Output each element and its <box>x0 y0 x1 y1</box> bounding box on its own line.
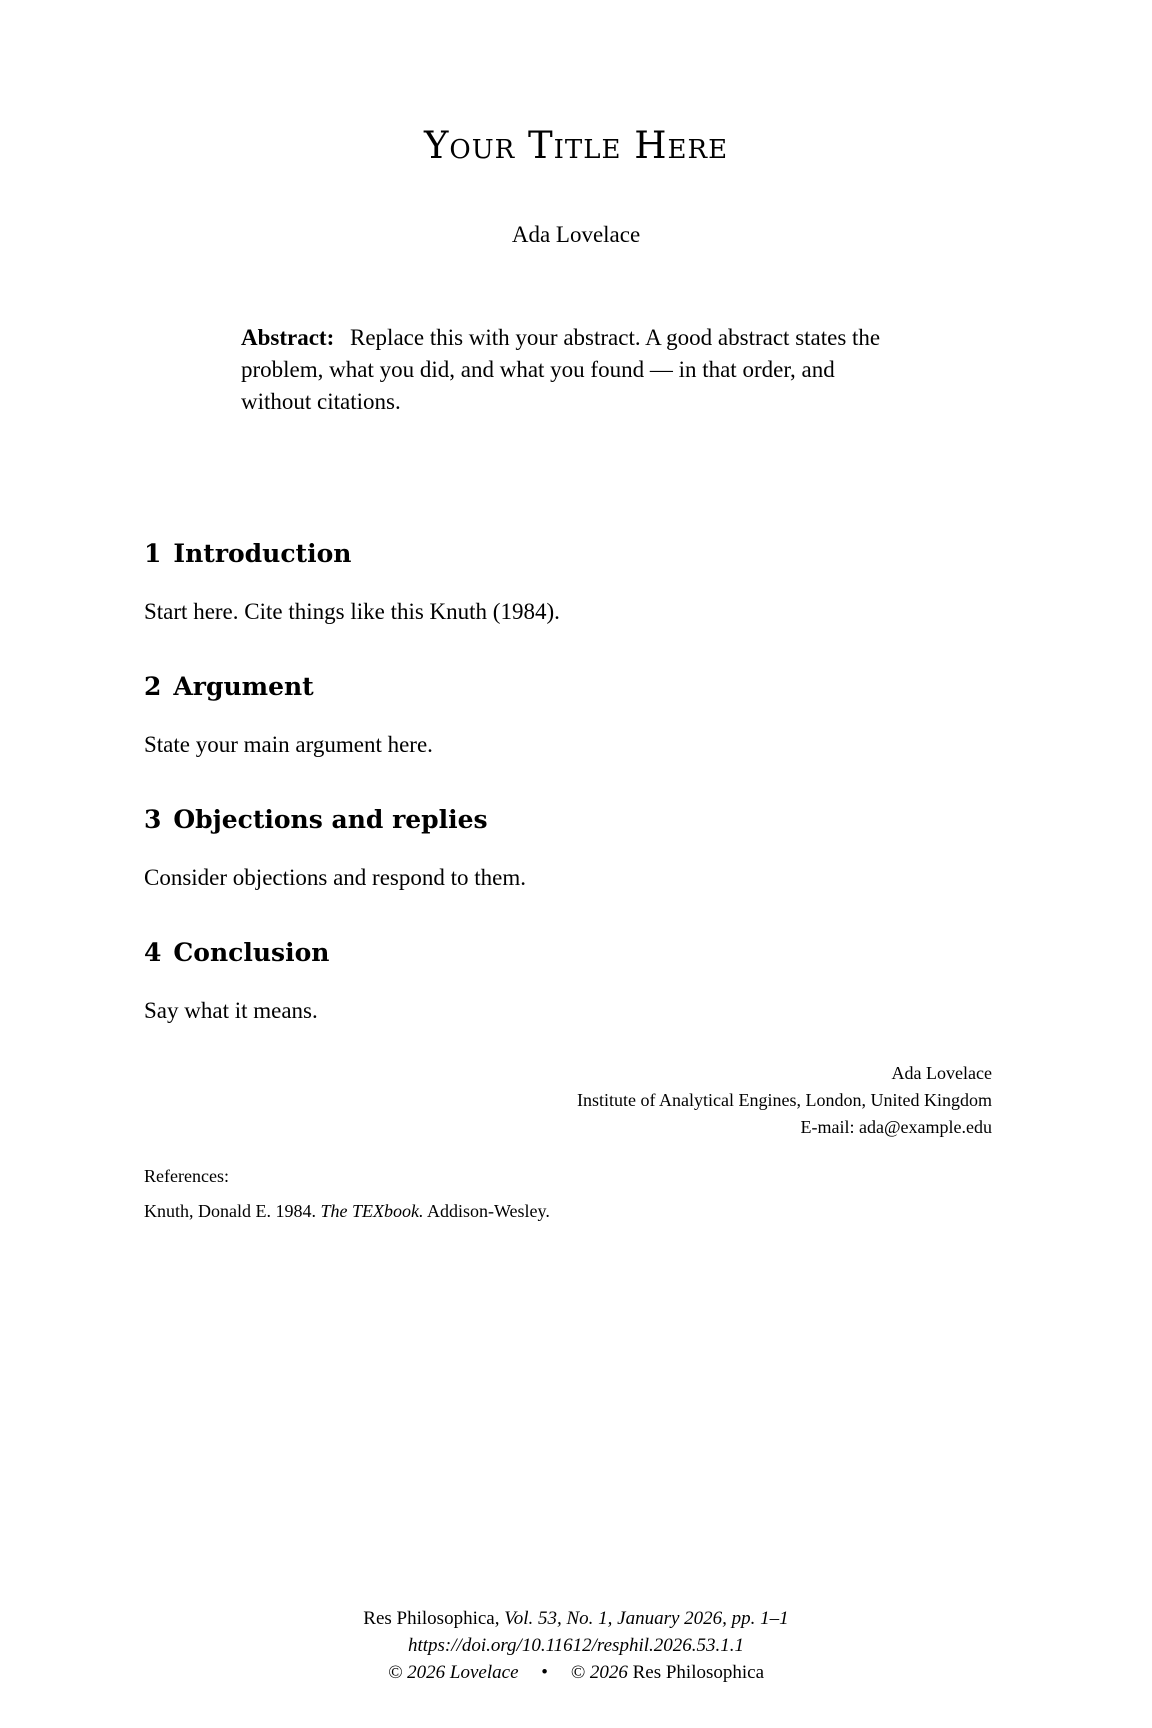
abstract <box>241 322 901 418</box>
footer-journal-name: Res Philosophica, <box>363 1608 500 1629</box>
section-number: 2 <box>144 672 162 701</box>
footer-copyright-journal: Res Philosophica <box>632 1662 765 1683</box>
paper-title: Your Title Here <box>423 124 729 167</box>
abstract-label: Abstract: <box>241 325 335 350</box>
footer-doi[interactable]: https://doi.org/10.11612/resphil.2026.53.1.1 <box>407 1635 745 1656</box>
reference-authors: Knuth, Donald E. 1984. <box>144 1201 316 1221</box>
section-heading-argument <box>144 672 314 701</box>
author-name: Ada Lovelace <box>511 222 641 247</box>
reference-publisher: Addison-Wesley. <box>427 1201 550 1221</box>
section-title: Argument <box>173 672 314 701</box>
bullet-separator: • <box>541 1662 548 1683</box>
journal-footer <box>0 1605 1152 1686</box>
abstract-text: Replace this with your abstract. A good abstract states the problem, what you did, and what you found — in that order, and without citations. <box>241 325 881 414</box>
affiliation-institution: Institute of Analytical Engines, London, United Kingdom <box>577 1090 992 1110</box>
affiliation-email: E-mail: ada@example.edu <box>800 1117 992 1137</box>
section-body-argument: State your main argument here. <box>144 732 433 757</box>
footer-copyright-year: © 2026 <box>570 1662 628 1683</box>
reference-entry <box>144 1201 550 1222</box>
references-heading: References: <box>144 1166 229 1186</box>
section-title: Conclusion <box>173 938 330 967</box>
footer-copyright-author: © 2026 Lovelace <box>387 1662 519 1683</box>
section-title: Introduction <box>173 539 352 568</box>
section-body-objections: Consider objections and respond to them. <box>144 865 526 890</box>
section-number: 3 <box>144 805 162 834</box>
section-heading-objections <box>144 805 488 834</box>
section-title: Objections and replies <box>173 805 488 834</box>
section-body-introduction: Start here. Cite things like this Knuth (1984). <box>144 599 560 624</box>
affiliation-name: Ada Lovelace <box>891 1063 992 1083</box>
reference-title: The TEXbook. <box>320 1201 424 1221</box>
section-number: 4 <box>144 938 162 967</box>
footer-citation-line <box>0 1605 1152 1632</box>
section-body-conclusion: Say what it means. <box>144 998 318 1023</box>
section-number: 1 <box>144 539 162 568</box>
footer-volume-info: Vol. 53, No. 1, January 2026, pp. 1–1 <box>504 1608 789 1629</box>
section-heading-conclusion <box>144 938 329 967</box>
section-heading-introduction <box>144 539 351 568</box>
author-affiliation <box>577 1060 992 1141</box>
footer-copyright-line <box>0 1659 1152 1686</box>
